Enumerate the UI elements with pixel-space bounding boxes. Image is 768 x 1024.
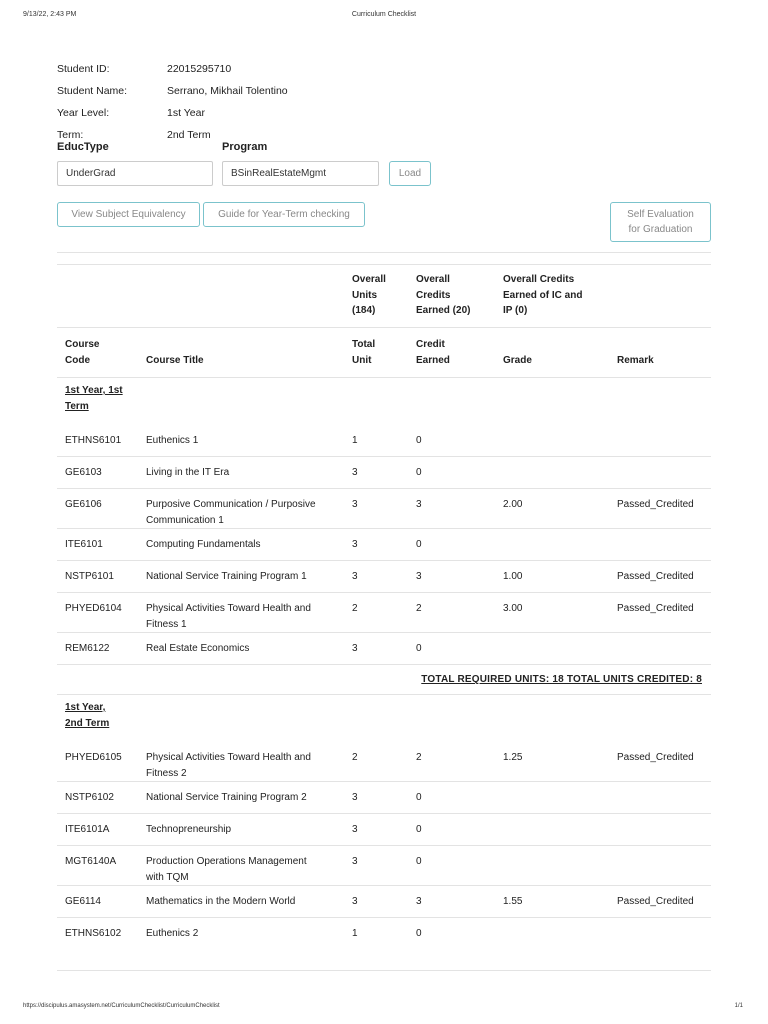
student-id-label: Student ID: (57, 63, 110, 75)
self-eval-line-1: Self Evaluation (627, 209, 694, 220)
program-label: Program (222, 141, 268, 153)
print-page-number: 1/1 (734, 1003, 743, 1009)
curriculum-table (57, 264, 711, 949)
print-url: https://discipulus.amasystem.net/CurriculumChecklist/CurriculumChecklist (23, 1003, 220, 1009)
table-row: REM6122 Real Estate Economics 3 0 (57, 633, 711, 665)
table-row: NSTP6102 National Service Training Program 2 3 0 (57, 782, 711, 814)
term-label: Term: (57, 129, 84, 141)
view-subject-equivalency-button[interactable]: View Subject Equivalency (57, 202, 200, 227)
student-info (57, 58, 288, 146)
grade-header: Grade (495, 328, 609, 378)
term-label: 1st Year, 2nd Term (57, 695, 711, 743)
overall-ic-ip-header: Overall Credits Earned of IC and IP (0) (495, 265, 609, 328)
table-row: GE6103 Living in the IT Era 3 0 (57, 457, 711, 489)
total-unit-header: Total Unit (344, 328, 408, 378)
course-title-header: Course Title (138, 328, 344, 378)
guide-year-term-button[interactable]: Guide for Year-Term checking (203, 202, 365, 227)
course-code-header: Course Code (57, 328, 138, 378)
term-total-row (57, 665, 711, 695)
student-name-label: Student Name: (57, 85, 128, 97)
term-header-row (57, 695, 711, 743)
program-select[interactable]: BSinRealEstateMgmt (222, 161, 379, 186)
table-row: ETHNS6101 Euthenics 1 1 0 (65, 435, 422, 446)
year-level-value: 1st Year (167, 107, 205, 119)
credit-earned-header: Credit Earned (408, 328, 495, 378)
overall-credits-header: Overall Credits Earned (20) (408, 265, 495, 328)
column-header-row (57, 328, 711, 378)
term-header-row (57, 378, 711, 426)
print-datetime: 9/13/22, 2:43 PM (23, 11, 77, 18)
overall-units-header: Overall Units (184) (344, 265, 408, 328)
table-row: ITE6101A Technopreneurship 3 0 (57, 814, 711, 846)
term-value: 2nd Term (167, 129, 211, 141)
divider (57, 252, 711, 253)
year-level-label: Year Level: (57, 107, 110, 119)
table-row: PHYED6105 Physical Activities Toward Health and Fitness 2 2 2 1.25 Passed_Credited (65, 752, 694, 779)
table-row: ETHNS6102 Euthenics 2 1 0 (57, 918, 711, 950)
table-row: GE6114 Mathematics in the Modern World 3 3 1.55 Passed_Credited (57, 886, 711, 918)
table-row: ITE6101 Computing Fundamentals 3 0 (57, 529, 711, 561)
student-name-value: Serrano, Mikhail Tolentino (167, 85, 288, 97)
table-bottom-divider (57, 970, 711, 971)
educ-type-label: EducType (57, 141, 109, 153)
self-evaluation-button[interactable] (610, 202, 711, 242)
table-row: GE6106 Purposive Communication / Purposive Communication 1 3 3 2.00 Passed_Credited (57, 489, 711, 529)
self-eval-line-2: for Graduation (628, 224, 693, 235)
summary-header-row (57, 265, 711, 328)
table-row: PHYED6104 Physical Activities Toward Health and Fitness 1 2 2 3.00 Passed_Credited (57, 593, 711, 633)
table-row: MGT6140A Production Operations Management with TQM 3 0 (57, 846, 711, 886)
table-row: NSTP6101 National Service Training Program 1 3 3 1.00 Passed_Credited (57, 561, 711, 593)
remark-header: Remark (609, 328, 711, 378)
load-button[interactable]: Load (389, 161, 431, 186)
student-id-value: 22015295710 (167, 63, 232, 75)
educ-type-select[interactable]: UnderGrad (57, 161, 213, 186)
print-page-title: Curriculum Checklist (351, 11, 417, 18)
term-label: 1st Year, 1st Term (57, 378, 711, 426)
term-total: TOTAL REQUIRED UNITS: 18 TOTAL UNITS CREDITED: 8 (57, 665, 711, 695)
